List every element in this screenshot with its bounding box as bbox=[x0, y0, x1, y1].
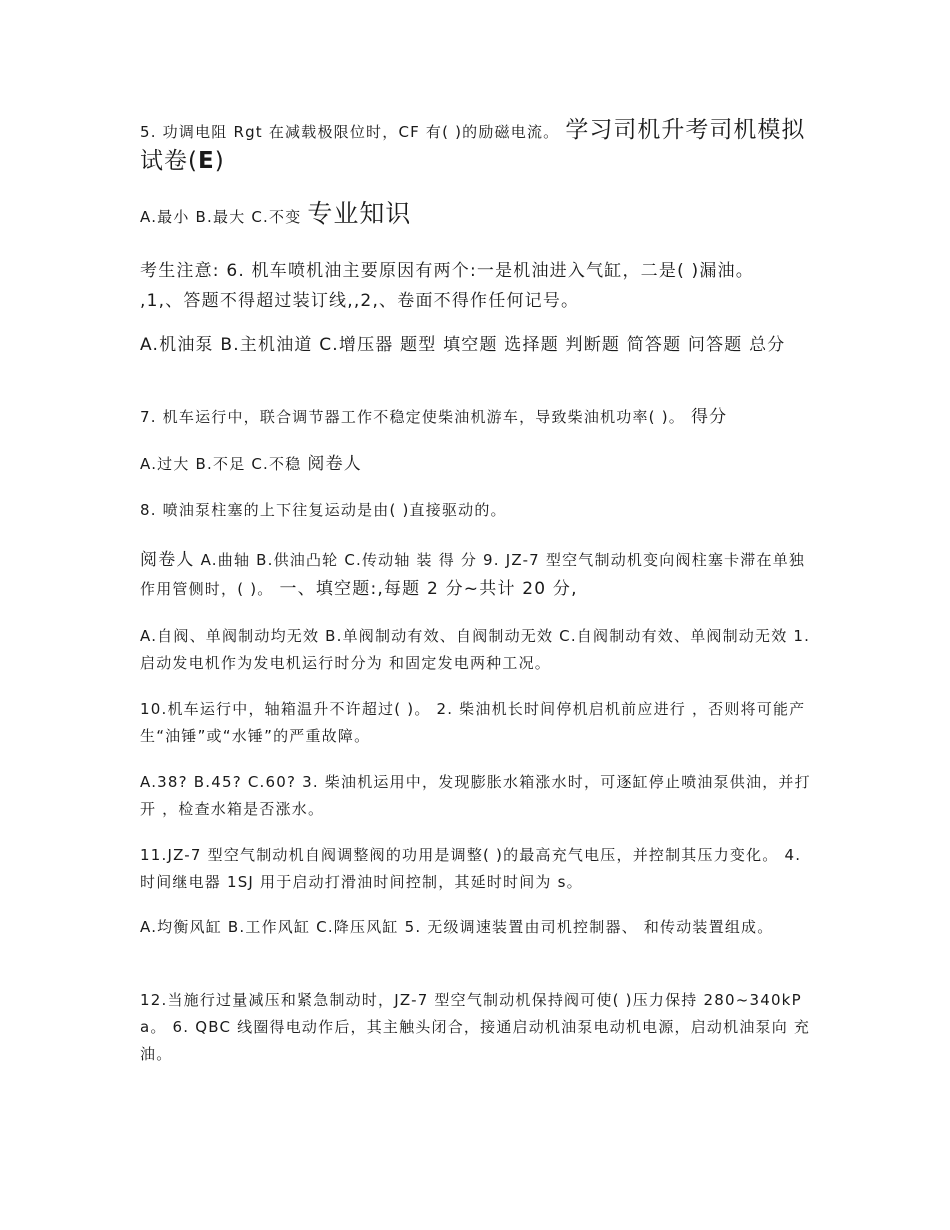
options-10-text: A.38? B.45? C.60? 3. 柴油机运用中，发现膨胀水箱涨水时，可逐缸停止喷油泵供油，并打开 ，检查水箱是否涨水。 bbox=[140, 773, 811, 818]
exam-title-close: ) bbox=[214, 148, 225, 174]
exam-subtitle: 专业知识 bbox=[307, 199, 412, 228]
paragraph-question-12 bbox=[140, 987, 812, 1068]
question-10-text: 10.机车运行中，轴箱温升不许超过( )。 2. 柴油机长时间停机启机前应进行 ，否则将可能产生“油锤”或“水锤”的严重故障。 bbox=[140, 700, 806, 745]
options-7-text: A.过大 B.不足 C.不稳 bbox=[140, 455, 302, 473]
paragraph-options-8 bbox=[140, 546, 812, 604]
paragraph-question-11 bbox=[140, 842, 812, 896]
score-label: 得分 bbox=[690, 407, 728, 427]
question-7-text: 7. 机车运行中，联合调节器工作不稳定使柴油机游车，导致柴油机功率( )。 bbox=[140, 408, 685, 426]
paragraph-options-11 bbox=[140, 914, 812, 941]
question-12-text: 12.当施行过量减压和紧急制动时，JZ-7 型空气制动机保持阀可使( )压力保持 280~340kPa。 6. QBC 线圈得电动作后，其主触头闭合，接通启动机油泵电动机电源，启动机油泵向 充油。 bbox=[140, 991, 811, 1063]
exam-title-letter: E bbox=[197, 148, 215, 174]
options-5-text: A.最小 B.最大 C.不变 bbox=[140, 208, 302, 226]
options-11-text: A.均衡风缸 B.工作风缸 C.降压风缸 5. 无级调速装置由司机控制器、 和传动装置组成。 bbox=[140, 918, 774, 936]
question-8-text: 8. 喷油泵柱塞的上下往复运动是由( )直接驱动的。 bbox=[140, 501, 507, 519]
paragraph-options-7 bbox=[140, 451, 812, 478]
options-6-text: A.机油泵 B.主机油道 C.增压器 题型 填空题 选择题 判断题 简答题 问答题 总分 bbox=[140, 335, 786, 355]
paragraph-question-5 bbox=[140, 116, 812, 178]
grader-label: 阅卷人 bbox=[307, 454, 362, 474]
section-heading-fill-blank: 一、填空题:,每题 2 分~共计 20 分, bbox=[279, 579, 578, 599]
paragraph-question-7 bbox=[140, 404, 812, 431]
notice-line-2: ,1,、答题不得超过装订线,,2,、卷面不得作任何记号。 bbox=[140, 291, 580, 311]
paragraph-options-10 bbox=[140, 769, 812, 823]
paragraph-question-10 bbox=[140, 696, 812, 750]
exam-title-main: 学习司机升考司机模拟试卷( bbox=[140, 117, 806, 174]
options-8-text: A.曲轴 B.供油凸轮 C.传动轴 装 得 分 9. JZ-7 型空气制动机变向阀柱塞卡滞在单独作用管侧时，( )。 bbox=[140, 551, 806, 598]
paragraph-options-5 bbox=[140, 200, 812, 231]
notice-line-1: 考生注意: 6. 机车喷机油主要原因有两个:一是机油进入气缸，二是( )漏油。 bbox=[140, 261, 754, 281]
question-11-text: 11.JZ-7 型空气制动机自阀调整阀的功用是调整( )的最高充气电压，并控制其压力变化。 4. 时间继电器 1SJ 用于启动打滑油时间控制，其延时时间为 s。 bbox=[140, 846, 802, 891]
grader-label-2: 阅卷人 bbox=[140, 550, 195, 570]
paragraph-question-8 bbox=[140, 497, 812, 524]
options-9-text: A.自阀、单阀制动均无效 B.单阀制动有效、自阀制动无效 C.自阀制动有效、单阀制动无效 1. 启动发电机作为发电机运行时分为 和固定发电两种工况。 bbox=[140, 627, 811, 672]
paragraph-notice bbox=[140, 256, 812, 316]
paragraph-options-6 bbox=[140, 332, 812, 359]
question-5-text: 5. 功调电阻 Rgt 在减载极限位时，CF 有( )的励磁电流。 bbox=[140, 123, 560, 141]
paragraph-options-9 bbox=[140, 623, 812, 677]
